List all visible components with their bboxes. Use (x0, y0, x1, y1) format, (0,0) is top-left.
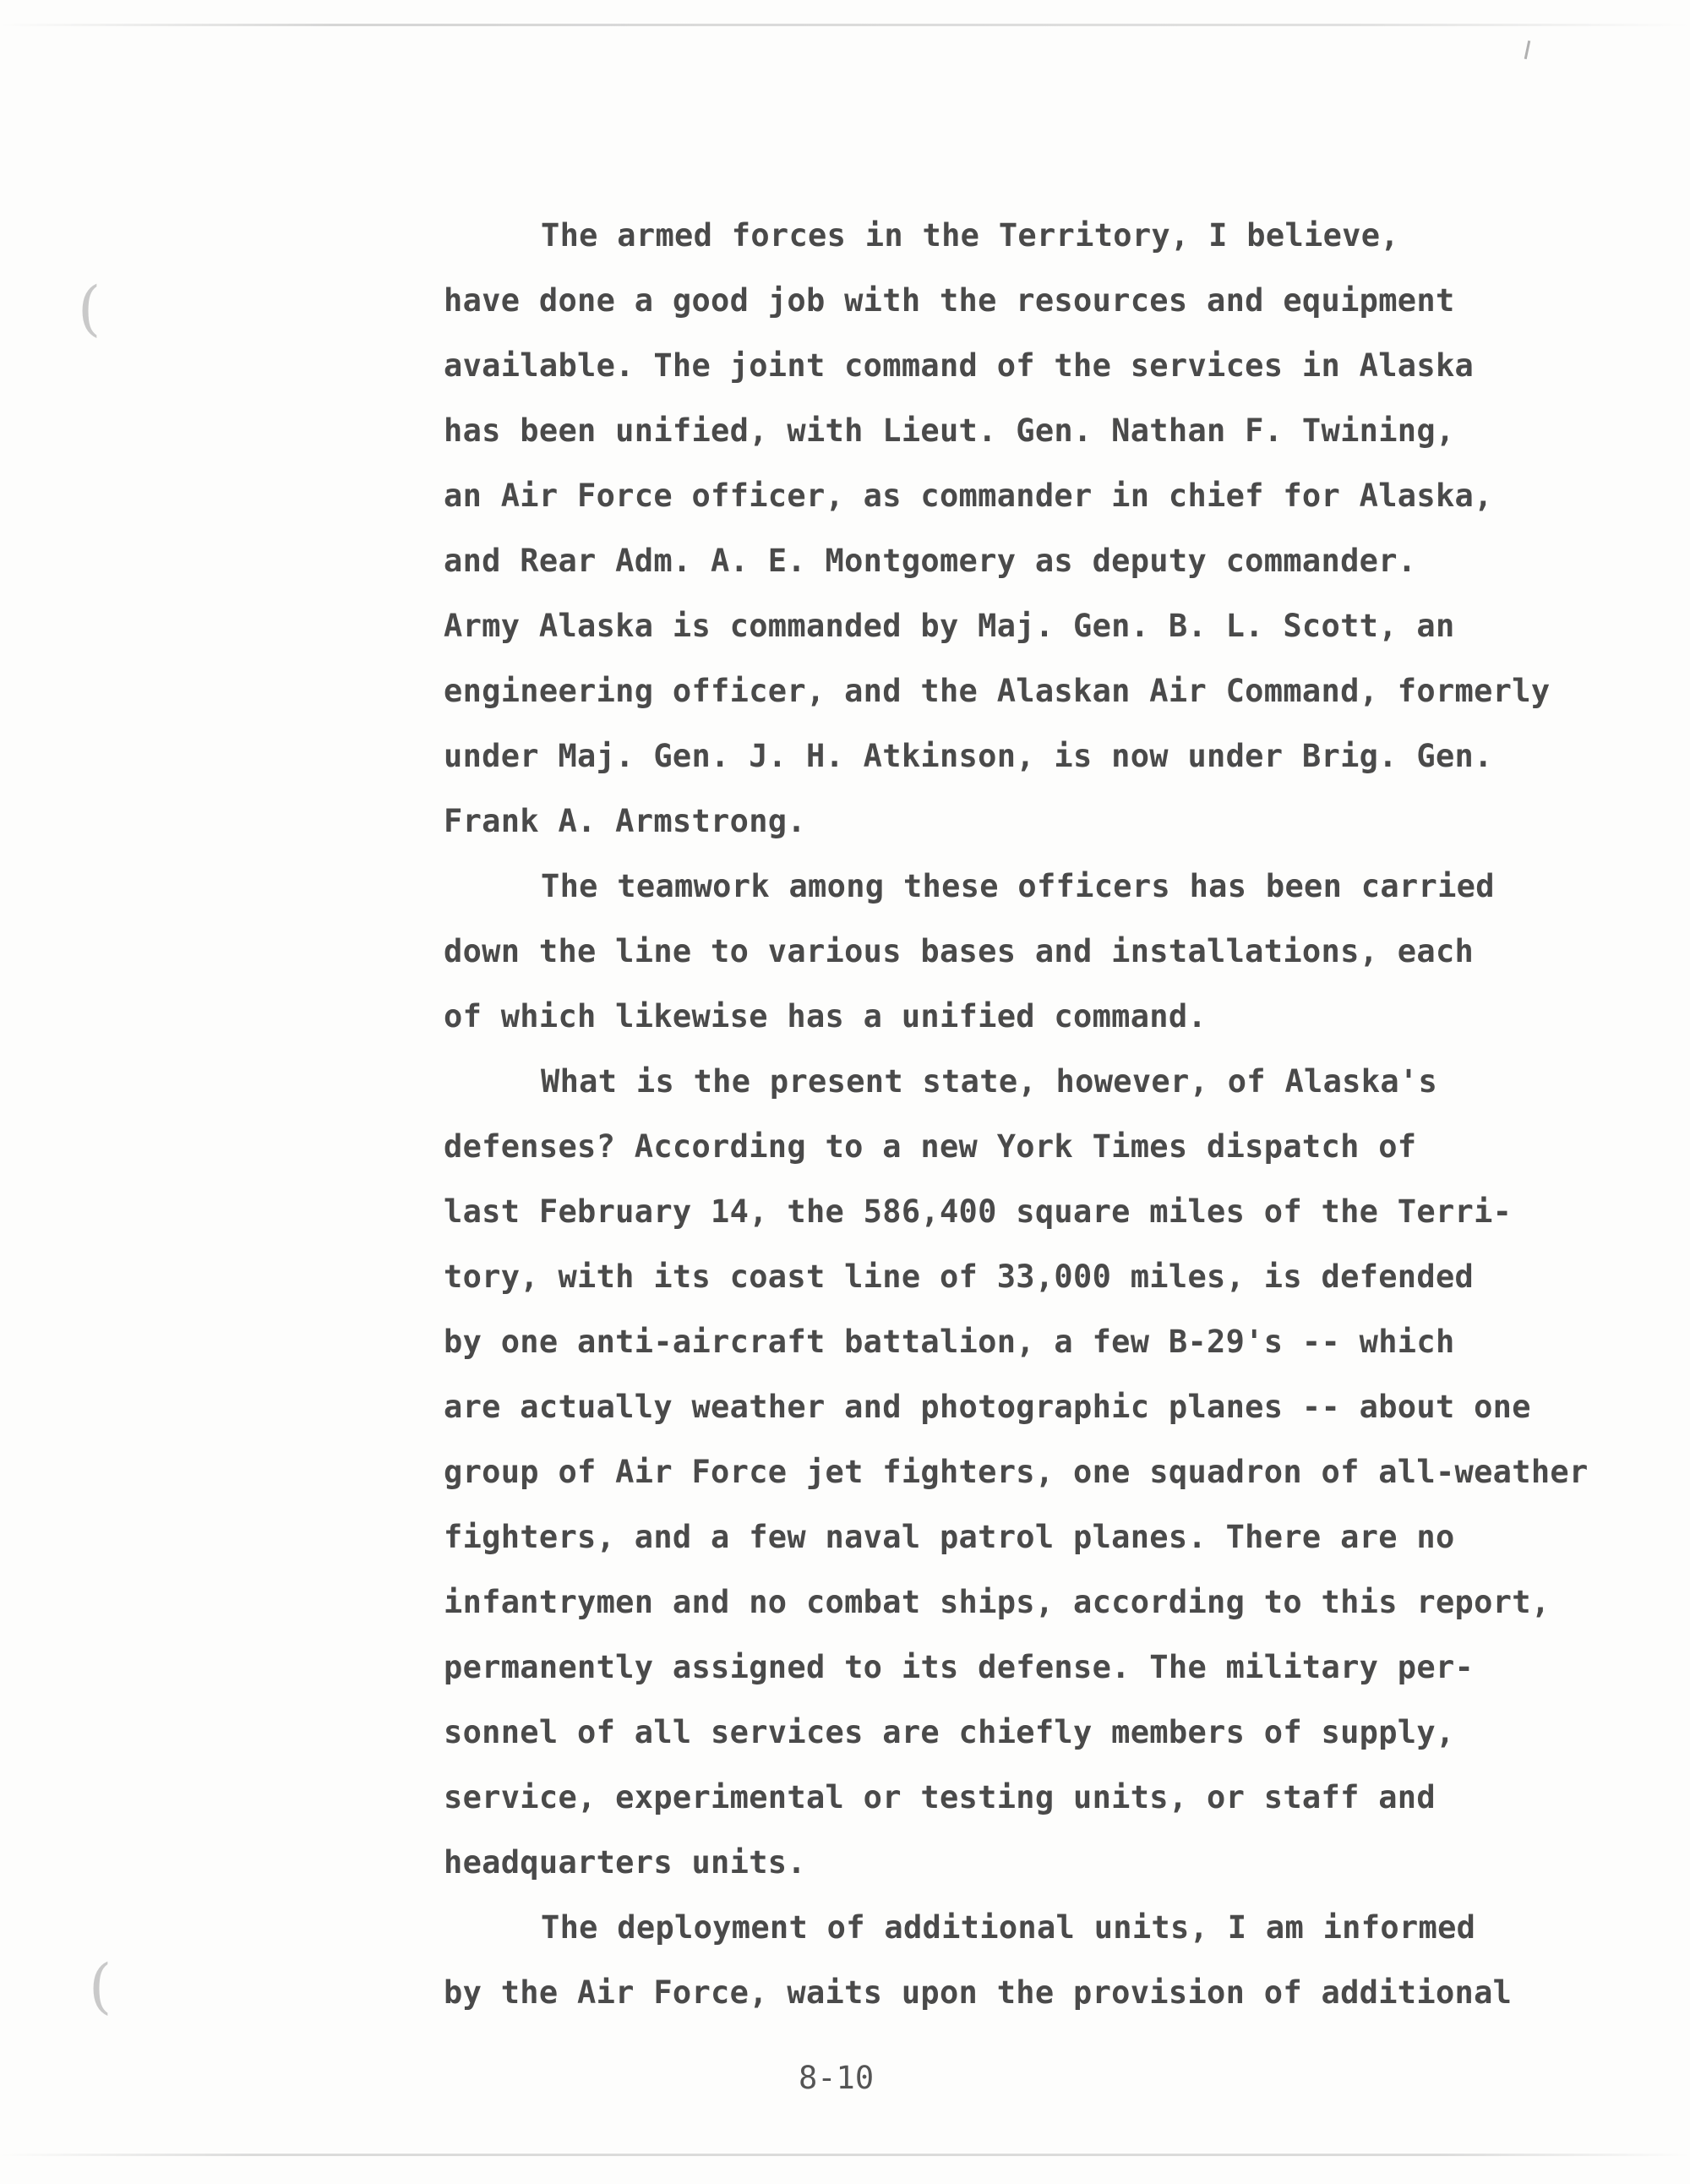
text-line: tory, with its coast line of 33,000 miles, is defended (444, 1259, 1475, 1295)
text-line: are actually weather and photographic planes -- about one (444, 1389, 1531, 1425)
margin-mark: ( (78, 274, 101, 343)
text-line: of which likewise has a unified command. (444, 998, 1208, 1035)
text-line: down the line to various bases and installations, each (444, 933, 1475, 969)
text-line: The teamwork among these officers has been carried (541, 868, 1495, 904)
page-number: 8-10 (799, 2060, 875, 2096)
text-line: headquarters units. (444, 1844, 806, 1881)
text-line: engineering officer, and the Alaskan Air Command, formerly (444, 673, 1551, 709)
text-line: defenses? According to a new York Times dispatch of (444, 1128, 1417, 1165)
text-line: What is the present state, however, of Alaska's (541, 1063, 1438, 1100)
text-line: under Maj. Gen. J. H. Atkinson, is now under Brig. Gen. (444, 738, 1493, 774)
text-line: permanently assigned to its defense. The military per- (444, 1649, 1475, 1685)
text-line: available. The joint command of the services in Alaska (444, 347, 1475, 384)
text-line: an Air Force officer, as commander in chief for Alaska, (444, 478, 1493, 514)
text-line: have done a good job with the resources and equipment (444, 282, 1455, 319)
text-line: last February 14, the 586,400 square miles of the Terri- (444, 1193, 1513, 1230)
text-line: The deployment of additional units, I am informed (541, 1909, 1476, 1946)
text-line: fighters, and a few naval patrol planes. There are no (444, 1519, 1455, 1555)
text-line: The armed forces in the Territory, I believe, (541, 217, 1399, 254)
text-line: Army Alaska is commanded by Maj. Gen. B. L. Scott, an (444, 608, 1455, 644)
text-line: infantrymen and no combat ships, according to this report, (444, 1584, 1551, 1620)
text-line: by one anti-aircraft battalion, a few B-29's -- which (444, 1324, 1455, 1360)
text-line: group of Air Force jet fighters, one squadron of all-weather (444, 1454, 1589, 1490)
text-line: Frank A. Armstrong. (444, 803, 806, 839)
text-line: by the Air Force, waits upon the provision of additional (444, 1974, 1513, 2011)
margin-mark: ( (89, 1952, 112, 2021)
text-line: sonnel of all services are chiefly members of supply, (444, 1714, 1455, 1750)
text-line: has been unified, with Lieut. Gen. Nathan F. Twining, (444, 412, 1455, 449)
text-line: service, experimental or testing units, or staff and (444, 1779, 1436, 1815)
text-line: and Rear Adm. A. E. Montgomery as deputy commander. (444, 543, 1417, 579)
